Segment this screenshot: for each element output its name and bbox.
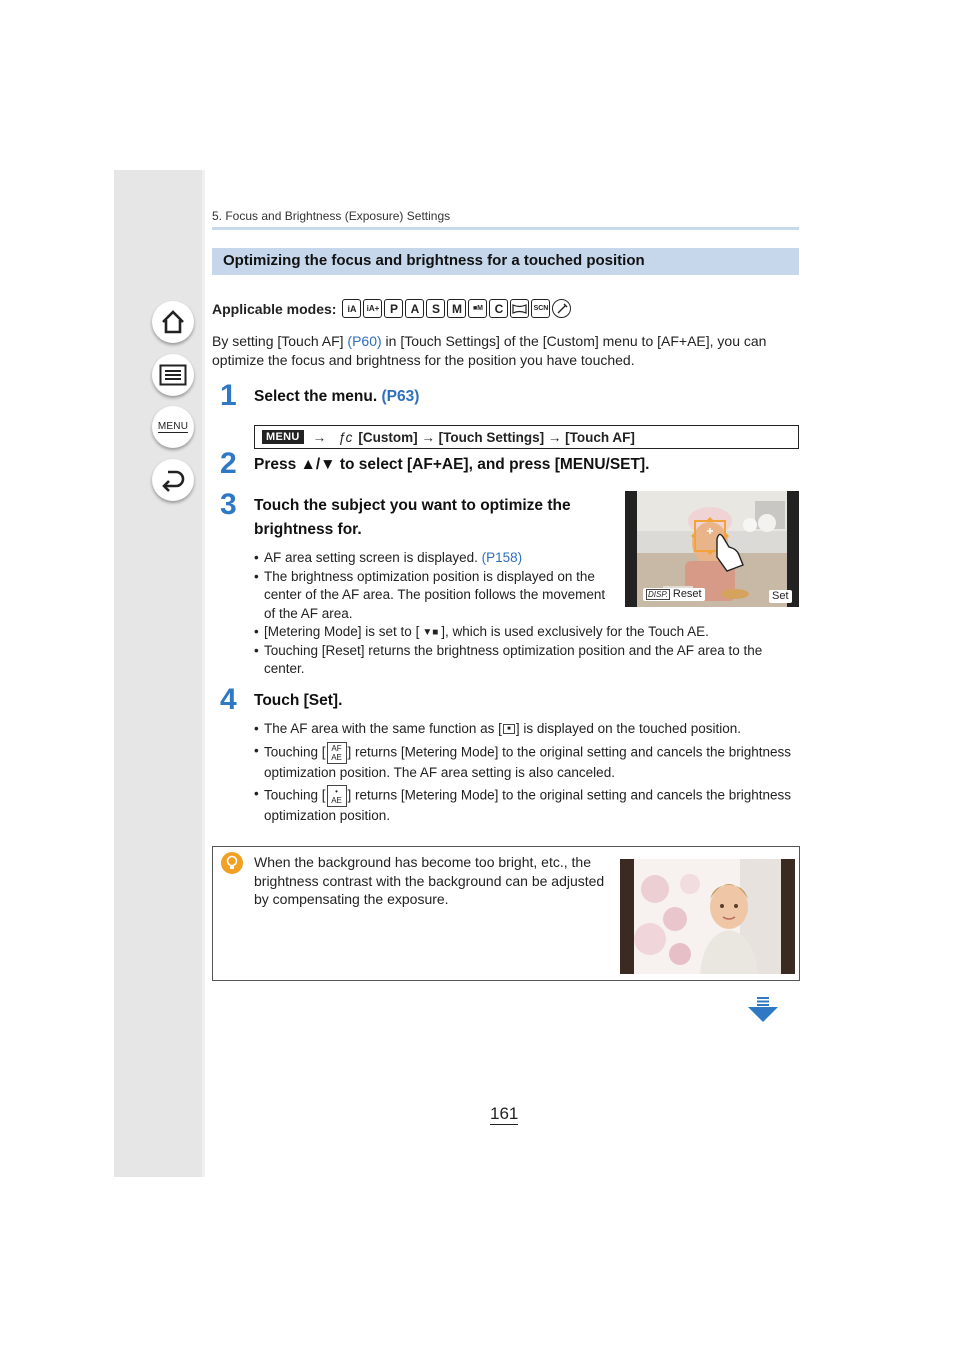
touch-ae-metering-icon: ▼■ (422, 626, 439, 638)
step-4-bullet-3-post: ] returns [Metering Mode] to the original setting and cancels the brightness optimization position. (264, 787, 792, 823)
step-3-bullet-2: • The brightness optimization position is displayed on the center of the AF area. The position follows the movement of the AF area. (254, 568, 614, 624)
section-title: Optimizing the focus and brightness for a touched position (223, 252, 645, 269)
page-number: 161 (490, 1104, 519, 1123)
applicable-modes (212, 299, 573, 318)
step-2-title: Press ▲/▼ to select [AF+AE], and press [MENU/SET]. (254, 456, 650, 473)
intro-link[interactable]: (P60) (347, 333, 382, 349)
sidebar-divider (202, 170, 205, 1177)
back-icon (160, 468, 186, 492)
step-4-bullet-2-post: ] returns [Metering Mode] to the original setting and cancels the brightness optimization position. The AF area setting is also canceled. (264, 744, 792, 780)
tip-text: When the background has become too bright, etc., the brightness contrast with the background can be adjusted by compensating the exposure. (254, 854, 605, 907)
step-4-bullet-1 (254, 720, 799, 739)
mode-s-icon: S (426, 299, 445, 318)
step-3-bullets-bottom (254, 623, 799, 679)
menu-list-button[interactable] (152, 406, 194, 448)
step-3-bullet-3-post: ], which is used exclusively for the Touch AE. (441, 624, 709, 639)
mode-panorama-icon (510, 299, 529, 318)
section-header (212, 248, 799, 275)
menu-path-box (254, 425, 799, 449)
intro-paragraph (212, 332, 802, 369)
mode-c-icon: C (489, 299, 508, 318)
reset-button[interactable] (643, 588, 705, 601)
step-4-bullet-1-pre: The AF area with the same function as [ (264, 721, 502, 736)
step-4-bullet-2-pre: Touching [ (264, 744, 326, 760)
af-area-1-icon: ■ (503, 724, 515, 734)
custom-menu-icon: ƒc (338, 429, 353, 445)
mode-scn-icon: SCN (531, 299, 550, 318)
back-button[interactable] (152, 459, 194, 501)
step-4-bullets (254, 720, 799, 826)
set-button[interactable] (769, 590, 792, 603)
touch-af-screen-illustration (625, 491, 799, 607)
step-4-bullet-3-pre: Touching [ (264, 787, 326, 803)
next-page-arrow-icon (747, 997, 779, 1023)
child-photo (620, 859, 795, 974)
breadcrumb: 5. Focus and Brightness (Exposure) Settings (212, 209, 451, 223)
step-4-bullet-2 (254, 742, 799, 783)
applicable-modes-label: Applicable modes: (212, 300, 337, 317)
step-1-text: Select the menu. (254, 388, 382, 405)
touch-af-ae-cancel-icon: AF AE (327, 742, 347, 764)
step-1-number: 1 (220, 379, 237, 412)
child-photo-image (620, 859, 795, 974)
menu-path-text: [Custom] → [Touch Settings] → [Touch AF] (358, 429, 635, 445)
step-3-bullet-3-pre: [Metering Mode] is set to [ (264, 624, 420, 639)
mode-m-icon: M (447, 299, 466, 318)
intro-text-2: in [Touch Settings] of the [Custom] menu to [AF+AE], you can optimize the focus and brightness for the position you have touched. (212, 333, 767, 368)
menu-icon: MENU (157, 421, 189, 432)
mode-movie-m-icon: ■M (468, 299, 487, 318)
step-3-bullet-4: • Touching [Reset] returns the brightness optimization position and the AF area to the center. (254, 642, 799, 679)
step-3-bullet-1-text: AF area setting screen is displayed. (264, 550, 482, 565)
mode-a-icon: A (405, 299, 424, 318)
set-label: Set (772, 590, 789, 602)
header-rule (212, 227, 799, 230)
step-2-number: 2 (220, 447, 237, 480)
touch-ae-cancel-icon: • AE (327, 785, 347, 807)
step-1-link[interactable]: (P63) (381, 388, 420, 405)
step-4-title: Touch [Set]. (254, 692, 343, 709)
step-1-title (254, 385, 419, 409)
step-3-bullet-1 (254, 549, 614, 568)
tip-box (212, 846, 800, 981)
lightbulb-icon (221, 852, 243, 874)
mode-p-icon: P (384, 299, 403, 318)
home-button[interactable] (152, 301, 194, 343)
step-3-bullets-top (254, 549, 614, 623)
mode-ia-plus-icon: iA+ (363, 299, 382, 318)
step-3-title: Touch the subject you want to optimize the brightness for. (254, 497, 571, 538)
next-page-button[interactable] (747, 997, 779, 1028)
step-4-number: 4 (220, 683, 237, 716)
home-icon (160, 309, 186, 335)
table-of-contents-icon (159, 364, 187, 386)
disp-label: DISP. (648, 590, 668, 599)
menu-badge-icon: MENU (262, 430, 304, 444)
step-3-bullet-3 (254, 623, 799, 642)
mode-creative-icon (552, 299, 571, 318)
reset-label: Reset (672, 588, 702, 600)
step-3-bullet-1-link[interactable]: (P158) (481, 550, 523, 565)
intro-text-1: By setting [Touch AF] (212, 333, 348, 349)
step-3-number: 3 (220, 488, 237, 521)
menu-path-arrow: → (312, 429, 327, 445)
table-of-contents-button[interactable] (152, 354, 194, 396)
step-4-bullet-3 (254, 785, 799, 826)
step-4-bullet-1-post: ] is displayed on the touched position. (515, 721, 742, 736)
mode-ia-icon: iA (342, 299, 361, 318)
